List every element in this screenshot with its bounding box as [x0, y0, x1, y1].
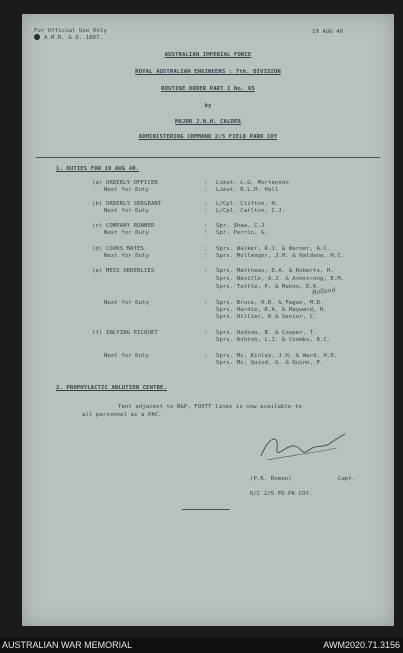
duty-assignee: Spr. Perrin, G. [216, 230, 269, 236]
duty-assignee: Spr. Shaw, C.J. [216, 223, 269, 229]
duty-colon: : [204, 180, 208, 186]
footer-bar [0, 638, 403, 653]
duty-assignee: Sprs. Mc. Kinley, J.H. & Ward, H.D. [216, 353, 338, 359]
duty-label: Next for Duty [104, 208, 150, 214]
duty-assignee: Sprs. Matthews, D.A. & Roberts, H. [216, 268, 334, 274]
footer-accession: AWM2020.71.3156 [323, 640, 400, 650]
engineers-heading: ROYAL AUSTRALIAN ENGINEERS : 7th. DIVISION [135, 69, 281, 75]
closing-rule [182, 509, 230, 510]
duty-assignee: Sprs. Ashton, L.J. & Coombs, R.C. [216, 337, 331, 343]
section2-line1: Tent adjacent to R&P, FOOTT lines is now available to [118, 404, 302, 410]
duty-colon: : [204, 201, 208, 207]
duty-label: (f) INLYING PICQUET [92, 330, 158, 336]
duty-label: (e) MESS ORDERLIES [92, 268, 155, 274]
divider-rule [36, 157, 380, 158]
duty-assignee: Sprs. Bruce, H.R. & Fagan, M.D. [216, 300, 324, 306]
duty-assignee: Sprs. Mc. Quiod, G. & Quinn, P. [216, 360, 324, 366]
duty-colon: : [204, 300, 208, 306]
duty-assignee: Sprs. Hillier, R & Senior, C. [216, 314, 317, 320]
duty-assignee: Sprs. Hardie, R.A. & Hayward, H. [216, 307, 327, 313]
duty-assignee: L/Cpl. Carlton, C.J. [216, 208, 286, 214]
document-date: 19 AUG 40 [312, 29, 344, 35]
duty-label: Next for Duty [104, 230, 150, 236]
order-heading: ROUTINE ORDER PART I No. 65 [161, 86, 255, 92]
duty-label: (c) COMPANY RUNNER [92, 223, 155, 229]
duty-colon: : [204, 353, 208, 359]
handwritten-note: Balland [311, 286, 337, 297]
duty-assignee: Lieut. R.L.H. Hall [216, 187, 279, 193]
duty-label: Next for Duty [104, 253, 150, 259]
duty-colon: : [204, 330, 208, 336]
duty-colon: : [204, 253, 208, 259]
duty-label: (a) ORDERLY OFFICER [92, 180, 158, 186]
duty-assignee: Sprs. Neville, A.J. & Armstrong, E.M. [216, 276, 345, 282]
signatory-name: (P.R. Roman) [250, 476, 292, 482]
section2-heading: 2. PROPHYLACTIC ABLUTION CENTRE. [56, 385, 167, 391]
footer-source: AUSTRALIAN WAR MEMORIAL [2, 640, 133, 650]
duty-colon: : [204, 230, 208, 236]
duty-assignee: Sprs. Hudson, B. & Cooper, T. [216, 330, 317, 336]
by-label: by [204, 103, 212, 109]
duty-colon: : [204, 187, 208, 193]
amr-reference: A.M.R. & O. 1807. [44, 35, 103, 41]
signatory-rank: Capt. [338, 476, 356, 482]
duty-assignee: Lieut. L.G. Mortenson [216, 180, 289, 186]
command-line: ADMINISTERING COMMAND 2/5 FIELD PARK COY [138, 134, 278, 140]
duty-colon: : [204, 208, 208, 214]
duty-assignee: L/Cpl. Clifton, H. [216, 201, 279, 207]
duty-assignee: Sprs. Tuttle, P. & Mahon, D.K. [216, 284, 321, 290]
duty-label: (b) ORDERLY SERGEANT [92, 201, 162, 207]
force-heading: AUSTRALIAN IMPERIAL FORCE [164, 52, 252, 58]
official-use-label: For Official Use Only [34, 28, 107, 34]
document-page [22, 14, 394, 626]
duty-colon: : [204, 268, 208, 274]
duty-label: Next for Duty [104, 300, 150, 306]
handwritten-signature [257, 426, 347, 466]
signatory-unit: O/C 2/5 FD PK COY. [250, 491, 313, 497]
duty-label: Next for Duty [104, 187, 150, 193]
duty-colon: : [204, 223, 208, 229]
duty-colon: : [204, 246, 208, 252]
section1-heading: 1. DUTIES FOR 19 AUG 40. [56, 166, 140, 172]
duty-label: (d) COOKS MATES [92, 246, 145, 252]
duty-assignee: Sprs. Mullenger, J.H. & Haldane, H.C. [216, 253, 345, 259]
duty-label: Next for Duty [104, 353, 150, 359]
major-name: MAJOR J.N.H. CALDER [175, 119, 241, 125]
section2-line2: all personnel as a PAC. [82, 412, 162, 418]
duty-assignee: Sprs. Walker, R.J. & Warner, A.C. [216, 246, 331, 252]
punch-hole [34, 34, 40, 40]
